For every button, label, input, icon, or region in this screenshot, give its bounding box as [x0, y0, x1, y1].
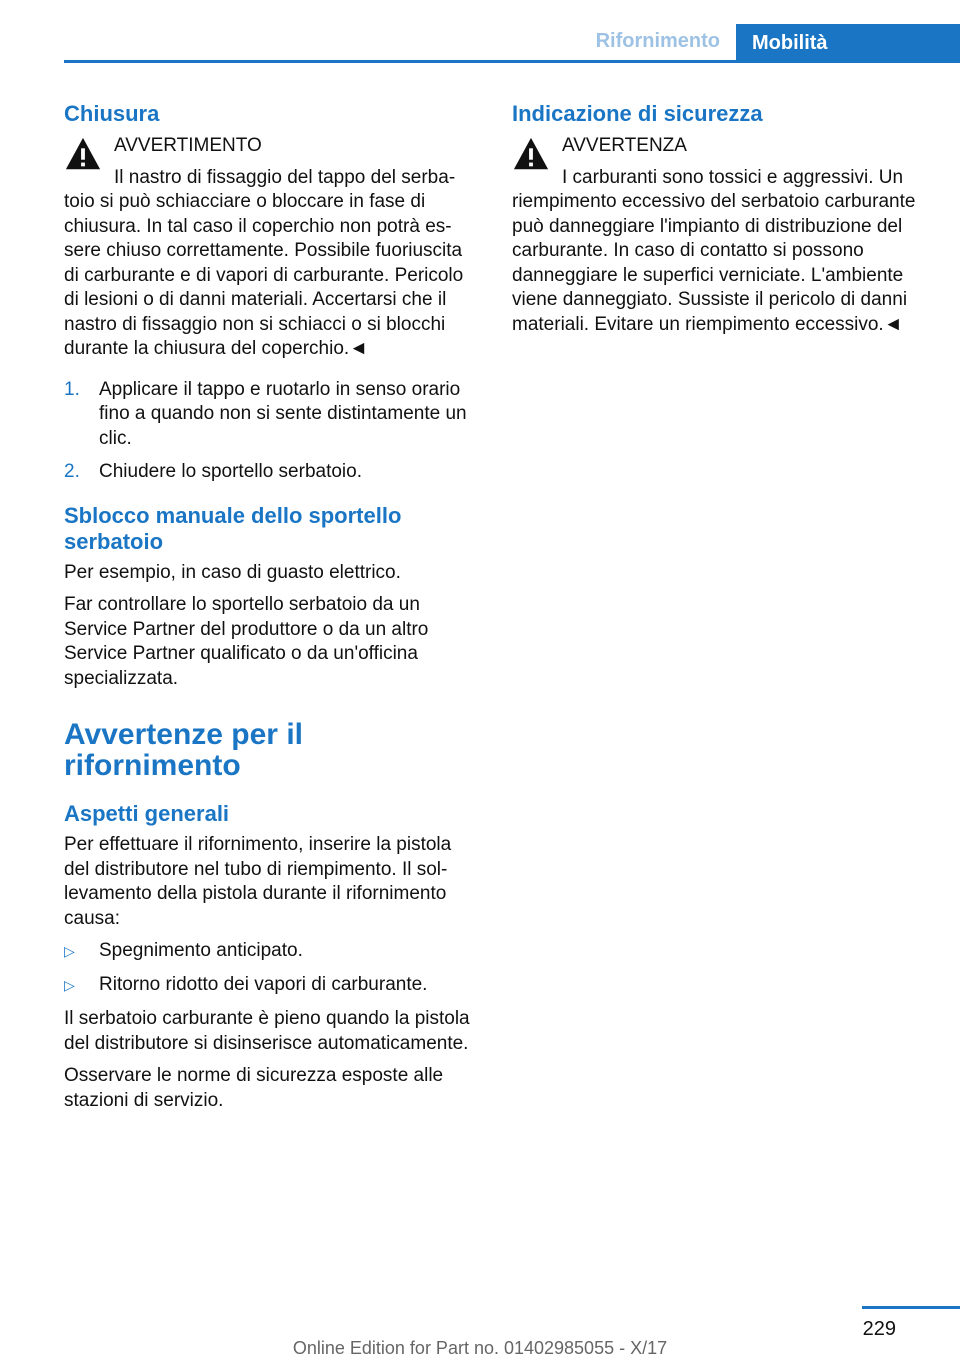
warning-text: Il nastro di fissaggio del tappo del serbatoio si può schiacciare o bloccare in fase di chiusura. In tal caso il coperchio non potrà essere chiuso correttamente. Possibile fuoriuscita di carburante e di vapori di carburante. Pericolo di lesioni o di danni materiali. Accertarsi che il nastro di fissaggio non si schiacci o si blocchi durante la chiusura del coperchio.◄: [64, 166, 464, 359]
bullet-text: Ritorno ridotto dei vapori di carburante.: [99, 973, 428, 995]
step-text: Chiudere lo sportello serbatoio.: [99, 461, 362, 482]
warning-text: I carburanti sono tossici e aggressivi. Un riempimento eccessivo del serbatoio carburante può danneggiare l'impianto di distribuzione del carburante. In caso di contatto si possono danneggiare le superfici verniciate. L'ambiente viene danneggiato. Sussiste il pericolo di danni materiali. Evitare un riempimento eccessivo.◄: [512, 166, 916, 335]
warning-triangle-icon: [64, 135, 102, 173]
warning-label: AVVERTENZA: [562, 135, 687, 156]
footer-rule: [862, 1306, 960, 1309]
triangle-bullet-icon: ▷: [64, 976, 75, 993]
list-item: [64, 378, 476, 452]
safety-warning: [512, 133, 924, 337]
list-item: [64, 460, 476, 485]
paragraph: Per esempio, in caso di guasto elettrico.: [64, 561, 401, 583]
paragraph: Osservare le norme di sicurezza esposte alle stazioni di servizio.: [64, 1065, 444, 1111]
page-number: 229: [862, 1318, 896, 1340]
list-item: [64, 939, 476, 964]
paragraph: Per effettuare il rifornimento, inserire la pistola del distributore nel tubo di riempimento. Il sollevamento della pistola durante il rifornimento causa:: [64, 834, 452, 929]
step-text: Applicare il tappo e ruotarlo in senso orario fino a quando non si sente distintamente un clic.: [99, 378, 467, 449]
triangle-bullet-icon: ▷: [64, 943, 75, 959]
header-chapter-tab: Mobilità: [736, 24, 960, 60]
header-section-title: Rifornimento: [595, 30, 720, 52]
left-column: [64, 101, 476, 1121]
sblocco-heading: Sblocco manuale dello sportello serbatoio: [64, 502, 402, 554]
safety-heading: Indicazione di sicurezza: [512, 101, 763, 126]
paragraph: Il serbatoio carburante è pieno quando la pistola del distributore si disinserisce automaticamente.: [64, 1008, 470, 1054]
step-number: 2.: [64, 461, 80, 482]
avvertenze-heading: Avvertenze per il rifornimento: [64, 718, 303, 782]
effects-list: [64, 939, 476, 997]
chiusura-heading: Chiusura: [64, 101, 160, 126]
edition-footer: Online Edition for Part no. 01402985055 - X/17: [292, 1338, 668, 1358]
chiusura-warning: [64, 133, 476, 362]
warning-label: AVVERTIMENTO: [114, 135, 262, 156]
warning-triangle-icon: [512, 135, 550, 173]
paragraph: Far controllare lo sportello serbatoio da un Service Partner del produttore o da un altro Service Partner qualificato o da un'officina specializzata.: [64, 594, 429, 689]
step-number: 1.: [64, 378, 80, 400]
list-item: [64, 973, 476, 998]
header-rule: [64, 60, 960, 63]
aspetti-generali-heading: Aspetti generali: [64, 801, 230, 826]
bullet-text: Spegnimento anticipato.: [99, 940, 303, 961]
closing-steps-list: [64, 378, 476, 485]
right-column: [512, 101, 924, 353]
